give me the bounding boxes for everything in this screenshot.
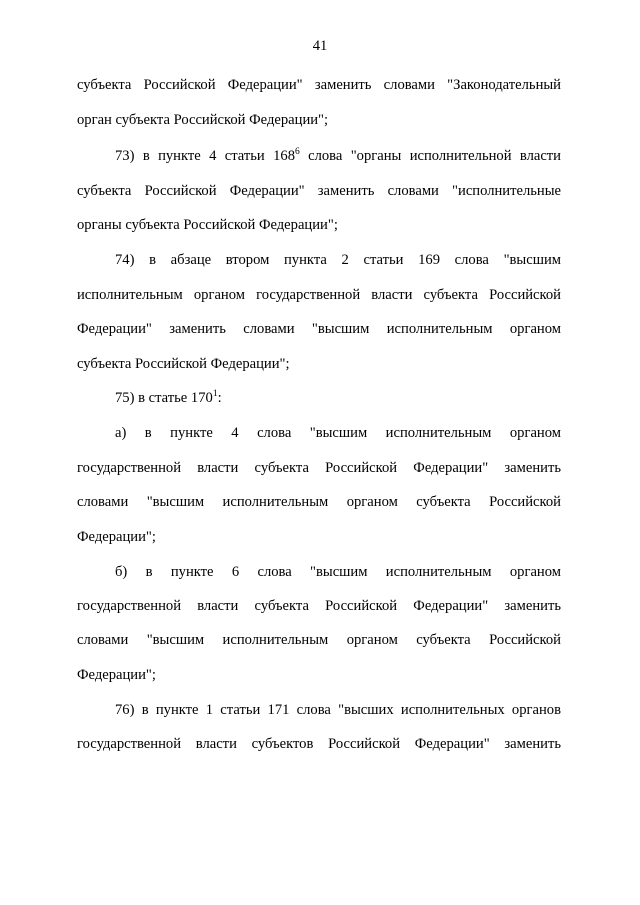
text-line: субъекта Российской Федерации" заменить словами "исполнительные xyxy=(77,183,561,199)
superscript: 6 xyxy=(295,147,300,157)
text-line: орган субъекта Российской Федерации"; xyxy=(77,112,329,128)
text-line: б) в пункте 6 слова "высшим исполнительным органом xyxy=(115,564,561,580)
text-line: субъекта Российской Федерации" заменить словами "Законодательный xyxy=(77,77,561,93)
page-number: 41 xyxy=(312,38,328,54)
text-line: 75) в статье $170^1$: xyxy=(115,389,222,406)
text-line: государственной власти субъекта Российской Федерации" заменить xyxy=(77,598,561,614)
text-line: субъекта Российской Федерации"; xyxy=(77,356,290,372)
text-line: а) в пункте 4 слова "высшим исполнительным органом xyxy=(115,425,561,441)
text-line: Федерации" заменить словами "высшим исполнительным органом xyxy=(77,321,561,337)
text-line: Федерации"; xyxy=(77,529,156,545)
superscript: 1 xyxy=(212,389,218,399)
text-line: словами "высшим исполнительным органом субъекта Российской xyxy=(77,632,561,648)
text-line: словами "высшим исполнительным органом субъекта Российской xyxy=(77,494,561,510)
text-line: 74) в абзаце втором пункта 2 статьи 169 слова "высшим xyxy=(115,252,561,268)
text-line: исполнительным органом государственной власти субъекта Российской xyxy=(77,287,561,303)
text-line: государственной власти субъектов Российской Федерации" заменить xyxy=(77,736,561,752)
text-line: 73) в пункте 4 статьи $168^6$ слова "органы исполнительной власти xyxy=(115,147,561,164)
text-line: 76) в пункте 1 статьи 171 слова "высших исполнительных органов xyxy=(115,702,561,718)
text-line: Федерации"; xyxy=(77,667,156,683)
text-line: государственной власти субъекта Российской Федерации" заменить xyxy=(77,460,561,476)
text-line: органы субъекта Российской Федерации"; xyxy=(77,217,338,233)
